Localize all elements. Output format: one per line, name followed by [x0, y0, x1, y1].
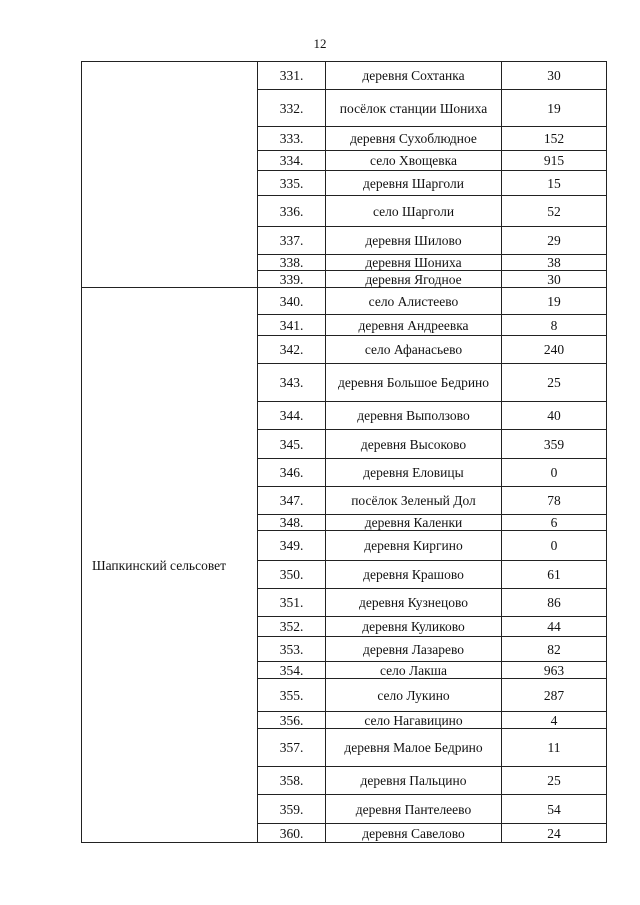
- population-cell: 25: [502, 364, 607, 402]
- population-cell: 0: [502, 531, 607, 561]
- row-number-cell: 342.: [258, 336, 326, 364]
- settlement-name-cell: деревня Шарголи: [326, 171, 502, 196]
- row-number-cell: 341.: [258, 315, 326, 336]
- row-number-cell: 344.: [258, 402, 326, 430]
- population-cell: 287: [502, 679, 607, 712]
- population-cell: 11: [502, 729, 607, 767]
- settlement-name-cell: село Алистеево: [326, 288, 502, 315]
- population-cell: 8: [502, 315, 607, 336]
- settlement-name-cell: деревня Пантелеево: [326, 795, 502, 824]
- settlement-name-cell: село Лакша: [326, 662, 502, 679]
- settlement-name-cell: деревня Савелово: [326, 824, 502, 843]
- population-cell: 915: [502, 151, 607, 171]
- population-cell: 44: [502, 617, 607, 637]
- row-number-cell: 343.: [258, 364, 326, 402]
- population-cell: 240: [502, 336, 607, 364]
- settlement-name-cell: деревня Куликово: [326, 617, 502, 637]
- settlement-name-cell: село Шарголи: [326, 196, 502, 227]
- settlement-name-cell: село Афанасьево: [326, 336, 502, 364]
- row-number-cell: 352.: [258, 617, 326, 637]
- row-number-cell: 358.: [258, 767, 326, 795]
- row-number-cell: 336.: [258, 196, 326, 227]
- population-cell: 6: [502, 515, 607, 531]
- row-number-cell: 338.: [258, 255, 326, 271]
- population-cell: 30: [502, 271, 607, 288]
- row-number-cell: 345.: [258, 430, 326, 459]
- population-cell: 29: [502, 227, 607, 255]
- population-cell: 963: [502, 662, 607, 679]
- row-number-cell: 339.: [258, 271, 326, 288]
- settlement-name-cell: деревня Выползово: [326, 402, 502, 430]
- settlement-name-cell: деревня Шилово: [326, 227, 502, 255]
- row-number-cell: 357.: [258, 729, 326, 767]
- settlement-name-cell: деревня Андреевка: [326, 315, 502, 336]
- population-cell: 19: [502, 90, 607, 127]
- settlement-name-cell: село Нагавицино: [326, 712, 502, 729]
- table-row: [82, 62, 607, 90]
- row-number-cell: 359.: [258, 795, 326, 824]
- population-cell: 38: [502, 255, 607, 271]
- council-cell: Шапкинский сельсовет: [82, 288, 258, 843]
- settlement-name-cell: деревня Высоково: [326, 430, 502, 459]
- row-number-cell: 334.: [258, 151, 326, 171]
- population-cell: 52: [502, 196, 607, 227]
- row-number-cell: 348.: [258, 515, 326, 531]
- settlement-name-cell: деревня Пальцино: [326, 767, 502, 795]
- population-cell: 15: [502, 171, 607, 196]
- settlement-name-cell: деревня Сухоблюдное: [326, 127, 502, 151]
- settlement-name-cell: деревня Ягодное: [326, 271, 502, 288]
- row-number-cell: 332.: [258, 90, 326, 127]
- settlement-name-cell: деревня Малое Бедрино: [326, 729, 502, 767]
- settlement-name-cell: деревня Кузнецово: [326, 589, 502, 617]
- population-cell: 82: [502, 637, 607, 662]
- row-number-cell: 356.: [258, 712, 326, 729]
- table-row: [82, 288, 607, 315]
- population-cell: 30: [502, 62, 607, 90]
- row-number-cell: 349.: [258, 531, 326, 561]
- row-number-cell: 337.: [258, 227, 326, 255]
- settlement-name-cell: посёлок Зеленый Дол: [326, 487, 502, 515]
- row-number-cell: 346.: [258, 459, 326, 487]
- population-cell: 40: [502, 402, 607, 430]
- population-cell: 25: [502, 767, 607, 795]
- row-number-cell: 354.: [258, 662, 326, 679]
- population-cell: 4: [502, 712, 607, 729]
- row-number-cell: 331.: [258, 62, 326, 90]
- settlement-name-cell: деревня Еловицы: [326, 459, 502, 487]
- row-number-cell: 351.: [258, 589, 326, 617]
- settlement-name-cell: деревня Каленки: [326, 515, 502, 531]
- council-cell: [82, 62, 258, 288]
- row-number-cell: 333.: [258, 127, 326, 151]
- row-number-cell: 340.: [258, 288, 326, 315]
- population-cell: 24: [502, 824, 607, 843]
- settlement-name-cell: село Лукино: [326, 679, 502, 712]
- settlement-name-cell: деревня Киргино: [326, 531, 502, 561]
- settlement-name-cell: деревня Лазарево: [326, 637, 502, 662]
- row-number-cell: 360.: [258, 824, 326, 843]
- table-body: [82, 62, 607, 843]
- population-cell: 0: [502, 459, 607, 487]
- population-cell: 86: [502, 589, 607, 617]
- population-cell: 78: [502, 487, 607, 515]
- population-cell: 152: [502, 127, 607, 151]
- row-number-cell: 353.: [258, 637, 326, 662]
- population-cell: 19: [502, 288, 607, 315]
- settlement-name-cell: деревня Сохтанка: [326, 62, 502, 90]
- row-number-cell: 350.: [258, 561, 326, 589]
- settlement-name-cell: деревня Крашово: [326, 561, 502, 589]
- population-cell: 359: [502, 430, 607, 459]
- row-number-cell: 347.: [258, 487, 326, 515]
- row-number-cell: 335.: [258, 171, 326, 196]
- settlements-table: [81, 61, 607, 843]
- row-number-cell: 355.: [258, 679, 326, 712]
- settlement-name-cell: посёлок станции Шониха: [326, 90, 502, 127]
- settlement-name-cell: деревня Шониха: [326, 255, 502, 271]
- population-cell: 54: [502, 795, 607, 824]
- settlement-name-cell: село Хвощевка: [326, 151, 502, 171]
- population-cell: 61: [502, 561, 607, 589]
- settlement-name-cell: деревня Большое Бедрино: [326, 364, 502, 402]
- page-number: 12: [313, 36, 327, 51]
